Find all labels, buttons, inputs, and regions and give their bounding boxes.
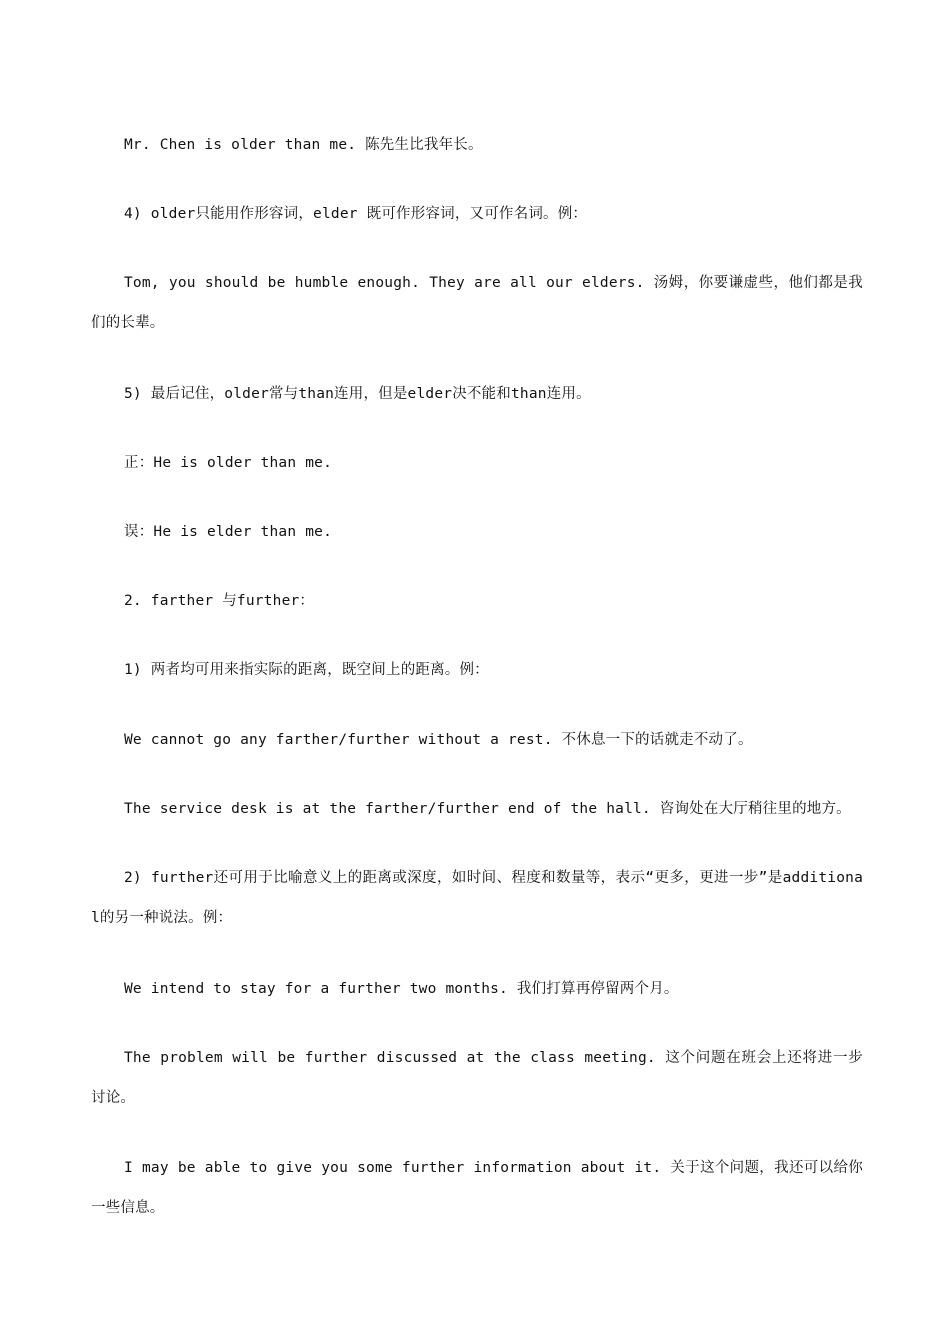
paragraph-service-desk-example: The service desk is at the farther/further end of the hall. 咨询处在大厅稍往里的地方。 [124, 801, 851, 817]
paragraph-correct-example: 正：He is older than me. [124, 455, 332, 471]
paragraph-rule-2: 2) further还可用于比喻意义上的距离或深度，如时间、程度和数量等，表示“更多，更进一步”是additional的另一种说法。例： [91, 870, 863, 926]
paragraph-rule-5: 5) 最后记住，older常与than连用，但是elder决不能和than连用。 [124, 386, 591, 402]
paragraph-elders-example: Tom, you should be humble enough. They are all our elders. 汤姆，你要谦虚些，他们都是我们的长辈。 [91, 275, 863, 331]
paragraph-rule-1: 1) 两者均可用来指实际的距离，既空间上的距离。例： [124, 662, 489, 678]
paragraph-class-meeting-example: The problem will be further discussed at the class meeting. 这个问题在班会上还将进一步讨论。 [91, 1050, 863, 1106]
section-heading-farther-further: 2. farther 与further： [124, 593, 315, 609]
paragraph-information-example: I may be able to give you some further information about it. 关于这个问题，我还可以给你一些信息。 [91, 1160, 863, 1216]
paragraph-older-example: Mr. Chen is older than me. 陈先生比我年长。 [124, 137, 483, 153]
paragraph-rest-example: We cannot go any farther/further without a rest. 不休息一下的话就走不动了。 [124, 732, 753, 748]
paragraph-rule-4: 4) older只能用作形容词，elder 既可作形容词，又可作名词。例： [124, 206, 588, 222]
paragraph-wrong-example: 误：He is elder than me. [124, 524, 332, 540]
paragraph-two-months-example: We intend to stay for a further two months. 我们打算再停留两个月。 [124, 981, 679, 997]
